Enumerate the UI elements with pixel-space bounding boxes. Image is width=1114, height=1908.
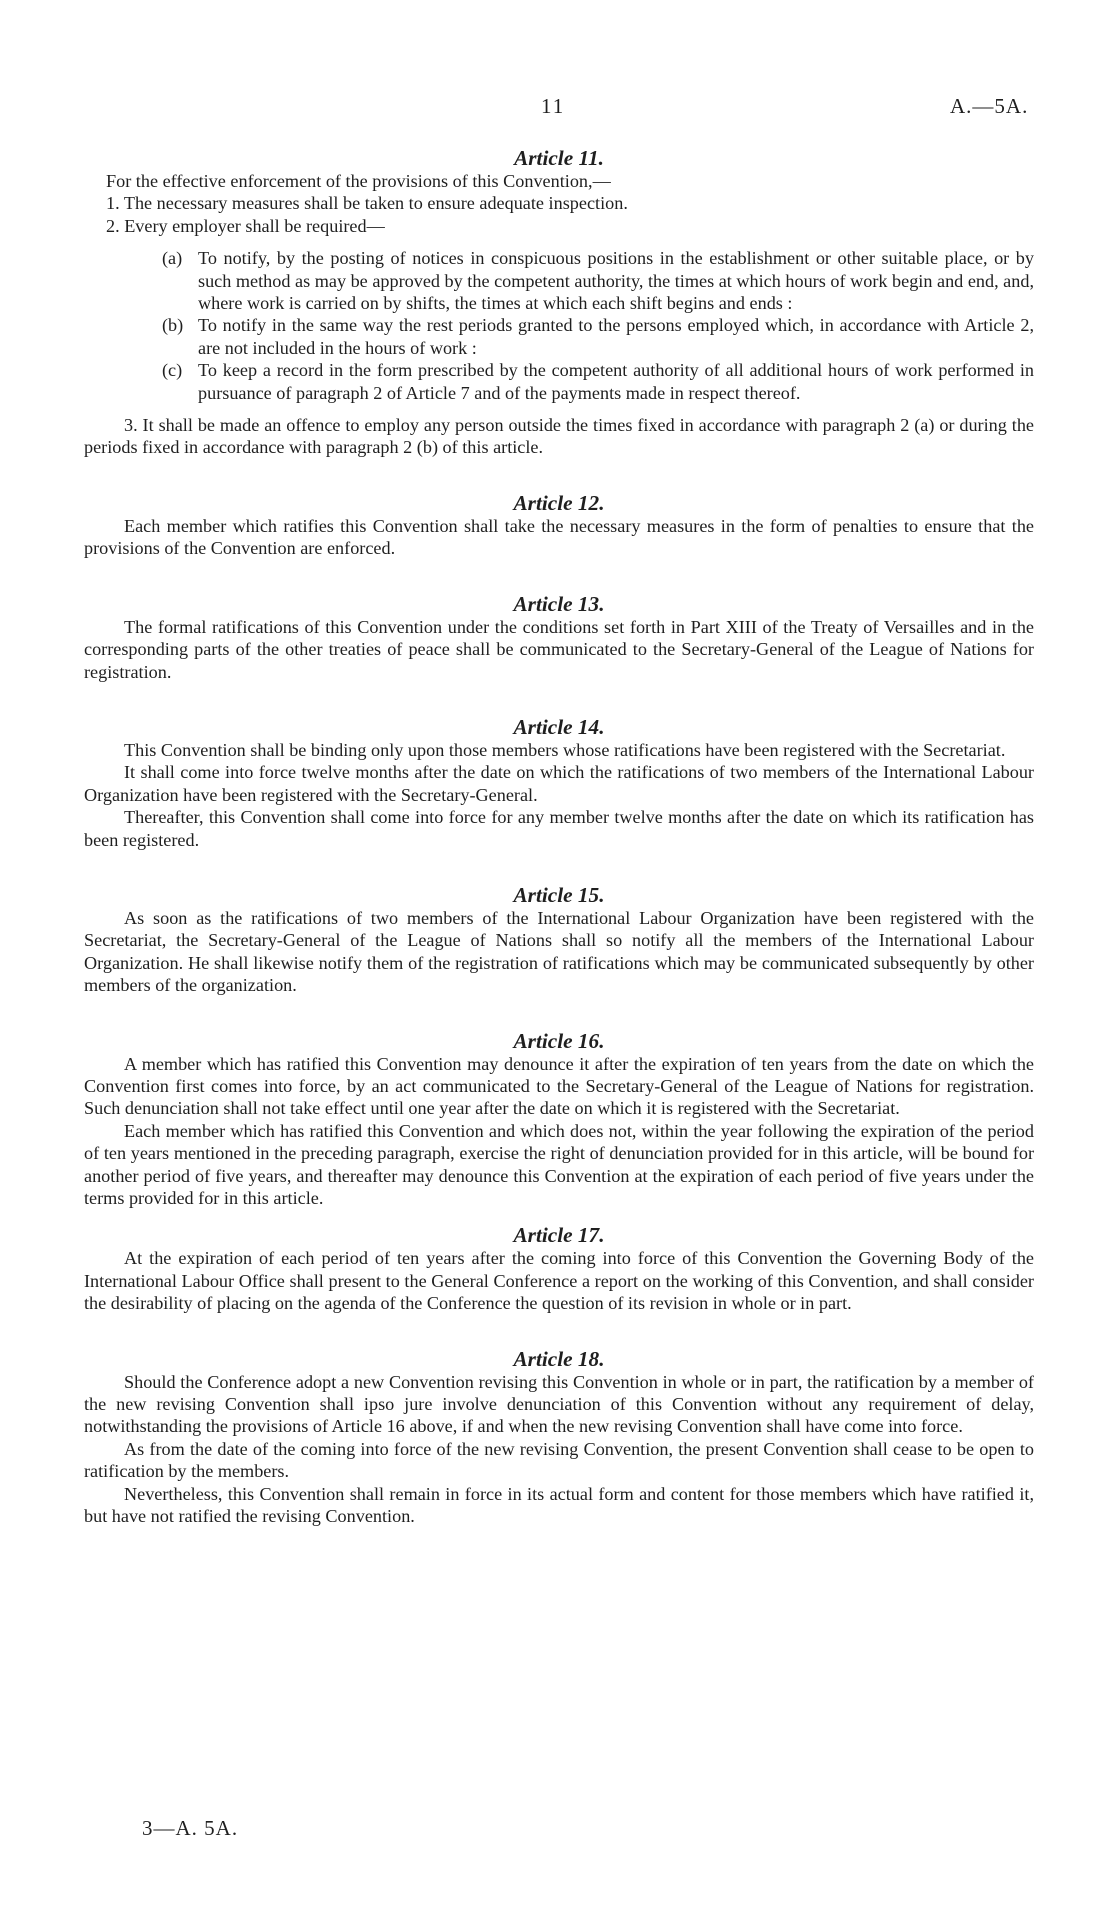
paragraph: A member which has ratified this Convention may denounce it after the expiration of ten years from the date on which the Convention first comes into force, by an act communicated to the Secretary-General of the League of Nations for registration. Such denunciation shall not take effect until one year after the date on which it is registered with the Secretariat. [84, 1053, 1034, 1119]
list-item [84, 247, 1034, 314]
item-label: (b) [162, 315, 184, 336]
paragraph: Should the Conference adopt a new Convention revising this Convention in whole or in part, the ratification by a member of the new revising Convention shall ipso jure involve denunciation of this Convention without any requirement of delay, notwithstanding the provisions of Article 16 above, if and when the new revising Convention shall have come into force. [84, 1371, 1034, 1437]
paragraph: This Convention shall be binding only upon those members whose ratifications have been registered with the Secretariat. [124, 739, 1006, 760]
article-16 [84, 1029, 1034, 1210]
paragraph: At the expiration of each period of ten years after the coming into force of this Convention the Governing Body of the International Labour Office shall present to the General Conference a report on the working of this Convention, and shall consider the desirability of placing on the agenda of the Conference the question of its revision in whole or in part. [84, 1248, 1034, 1314]
article-14 [84, 715, 1034, 851]
paragraph: Each member which has ratified this Convention and which does not, within the year following the expiration of the period of ten years mentioned in the preceding paragraph, exercise the right of denunciation provided for in this article, will be bound for another period of five years, and thereafter may denounce this Convention at the expiration of each period of five years under the terms provided for in this article. [84, 1120, 1034, 1208]
article-title: Article 18. [513, 1346, 605, 1371]
article-title: Article 12. [513, 490, 605, 515]
article-title: Article 16. [513, 1028, 605, 1053]
article-title: Article 15. [513, 882, 605, 907]
article-17 [84, 1223, 1034, 1314]
article-15 [84, 883, 1034, 997]
paragraph: 1. The necessary measures shall be taken to ensure adequate inspection. [106, 193, 628, 214]
document-body [84, 146, 1034, 1527]
paragraph: Each member which ratifies this Convention shall take the necessary measures in the form of penalties to ensure that the provisions of the Convention are enforced. [84, 515, 1034, 559]
item-list [84, 247, 1034, 404]
list-item [84, 359, 1034, 404]
item-text: To keep a record in the form prescribed by the competent authority of all additional hours of work performed in pursuance of paragraph 2 of Article 7 and of the payments made in respect thereof. [198, 360, 1034, 403]
item-text: To notify in the same way the rest periods granted to the persons employed which, in accordance with Article 2, are not included in the hours of work : [198, 315, 1034, 358]
paragraph: As from the date of the coming into force of the new revising Convention, the present Convention shall cease to be open to ratification by the members. [84, 1438, 1034, 1482]
article-title: Article 14. [513, 714, 605, 739]
document-reference: A.—5A. [950, 94, 1029, 118]
article-11 [84, 146, 1034, 459]
item-label: (a) [162, 248, 183, 269]
article-title: Article 17. [513, 1223, 605, 1248]
item-text: To notify, by the posting of notices in conspicuous positions in the establishment or other suitable place, or by such method as may be approved by the competent authority, the times at which hours of work begin and end, and, where work is carried on by shifts, the times at which each shift begins and ends : [198, 248, 1034, 314]
article-title: Article 11. [514, 146, 604, 170]
paragraph: 2. Every employer shall be required— [106, 215, 385, 236]
paragraph: For the effective enforcement of the provisions of this Convention,— [106, 171, 611, 191]
paragraph: 3. It shall be made an offence to employ any person outside the times fixed in accordance with paragraph 2 (a) or during the periods fixed in accordance with paragraph 2 (b) of this article. [84, 415, 1034, 458]
paragraph: As soon as the ratifications of two members of the International Labour Organization have been registered with the Secretariat, the Secretary-General of the League of Nations shall so notify all the members of the International Labour Organization. He shall likewise notify them of the registration of ratifications which may be communicated subsequently by other members of the organization. [84, 907, 1034, 996]
page-header [0, 90, 1114, 120]
signature-mark: 3—A. 5A. [142, 1816, 239, 1840]
article-18 [84, 1347, 1034, 1528]
article-12 [84, 491, 1034, 560]
paragraph: Nevertheless, this Convention shall remain in force in its actual form and content for those members which have ratified it, but have not ratified the revising Convention. [84, 1483, 1034, 1527]
page-number: 11 [541, 94, 566, 118]
paragraph: It shall come into force twelve months after the date on which the ratifications of two members of the International Labour Organization have been registered with the Secretary-General. [84, 762, 1034, 805]
item-label: (c) [162, 360, 183, 381]
paragraph: Thereafter, this Convention shall come into force for any member twelve months after the date on which its ratification has been registered. [84, 807, 1034, 850]
article-13 [84, 592, 1034, 683]
paragraph: The formal ratifications of this Convention under the conditions set forth in Part XIII of the Treaty of Versailles and in the corresponding parts of the other treaties of peace shall be communicated to the Secretary-General of the League of Nations for registration. [84, 616, 1034, 682]
list-item [84, 314, 1034, 359]
article-title: Article 13. [513, 591, 605, 616]
